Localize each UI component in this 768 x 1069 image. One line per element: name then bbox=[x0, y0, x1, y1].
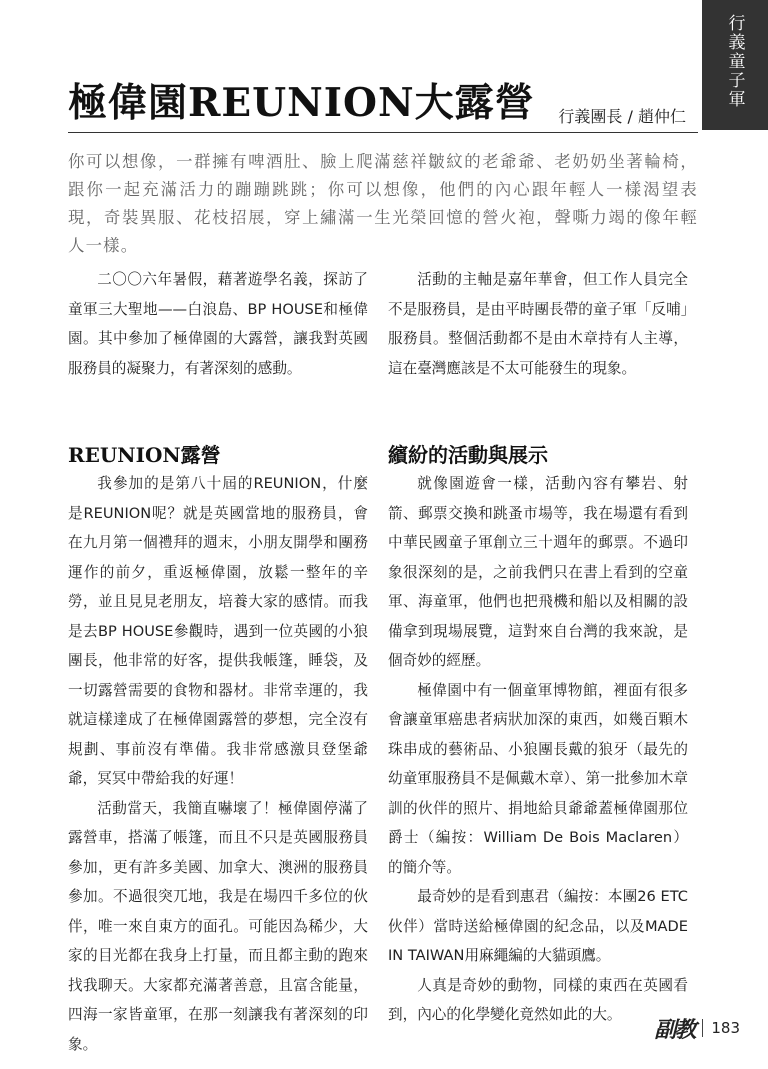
paragraph: 就像園遊會一樣，活動內容有攀岩、射箭、郵票交換和跳蚤市場等，我在場還有看到中華民國童子軍創立三十週年的郵票。不過印象很深刻的是，之前我們只在書上看到的空童軍、海童軍，他們也把飛機和船以及相關的設備拿到現場展覽，這對來自台灣的我來說，是個奇妙的經歷。 bbox=[388, 475, 688, 669]
right-column-bottom bbox=[388, 441, 688, 1030]
intro-paragraph: 你可以想像，一群擁有啤酒肚、臉上爬滿慈祥皺紋的老爺爺、老奶奶坐著輪椅，跟你一起充滿活力的蹦蹦跳跳；你可以想像，他們的內心跟年輕人一樣渴望表現，奇裝異服、花枝招展，穿上繡滿一生光榮回憶的營火袍，聲嘶力竭的像年輕人一樣。 bbox=[68, 152, 698, 255]
paragraph: 活動當天，我簡直嚇壞了！極偉園停滿了露營車，搭滿了帳篷，而且不只是英國服務員參加，更有許多美國、加拿大、澳洲的服務員參加。不過很突兀地，我是在場四千多位的伙伴，唯一來自東方的面孔。可能因為稀少，大家的目光都在我身上打量，而且都主動的跑來找我聊天。大家都充滿著善意，且富含能量，四海一家皆童軍，在那一刻讓我有著深刻的印象。 bbox=[68, 799, 368, 1053]
section-tab-label: 行義童子軍 bbox=[724, 14, 745, 109]
section-tab bbox=[702, 0, 768, 130]
right-column-top bbox=[388, 265, 688, 383]
article-title: 極偉園REUNION大露營 bbox=[68, 80, 535, 126]
author-byline: 行義團長 / 趙仲仁 bbox=[558, 107, 686, 126]
magazine-logo: 副教 bbox=[654, 1016, 695, 1043]
section-heading-reunion: REUNION露營 bbox=[68, 443, 221, 467]
paragraph: 極偉園中有一個童軍博物館，裡面有很多會讓童軍癌患者病狀加深的東西，如幾百顆木珠串成的藝術品、小狼團長戴的狼牙（最先的幼童軍服務員不是佩戴木章）、第一批參加木章訓的伙伴的照片、捐地給貝爺爺蓋極偉園那位爵士（編按：William De Bois Maclaren）的簡介等。 bbox=[388, 681, 688, 876]
left-column-top bbox=[68, 265, 368, 383]
paragraph: 最奇妙的是看到惠君（編按：本團26 ETC伙伴）當時送給極偉園的紀念品，以及MADE IN TAIWAN用麻繩編的大貓頭鷹。 bbox=[388, 888, 688, 964]
paragraph: 我參加的是第八十屆的REUNION，什麼是REUNION呢？就是英國當地的服務員，會在九月第一個禮拜的週末，小朋友開學和團務運作的前夕，重返極偉園，放鬆一整年的辛勞，並且見見老朋友，培養大家的感情。而我是去BP HOUSE參觀時，遇到一位英國的小狼團長，他非常的好客，提供我帳篷，睡袋，及一切露營需要的食物和器材。非常幸運的，我就這樣達成了在極偉園露營的夢想，完全沒有規劃、事前沒有準備。我非常感激貝登堡爺爺，冥冥中帶給我的好運！ bbox=[68, 475, 368, 787]
paragraph: 人真是奇妙的動物，同樣的東西在英國看到，內心的化學變化竟然如此的大。 bbox=[388, 976, 688, 1023]
section-heading-activities: 繽紛的活動與展示 bbox=[388, 443, 548, 467]
paragraph: 二〇〇六年暑假，藉著遊學名義，探訪了童軍三大聖地——白浪島、BP HOUSE和極偉園。其中參加了極偉園的大露營，讓我對英國服務員的凝聚力，有著深刻的感動。 bbox=[68, 271, 368, 377]
footer-divider bbox=[702, 1019, 703, 1037]
paragraph: 活動的主軸是嘉年華會，但工作人員完全不是服務員，是由平時團長帶的童子軍「反哺」服務員。整個活動都不是由木章持有人主導，這在臺灣應該是不太可能發生的現象。 bbox=[388, 271, 688, 377]
left-column-bottom bbox=[68, 441, 368, 1059]
title-row bbox=[68, 78, 698, 133]
page-footer bbox=[654, 1013, 740, 1043]
page-number: 183 bbox=[711, 1019, 740, 1037]
